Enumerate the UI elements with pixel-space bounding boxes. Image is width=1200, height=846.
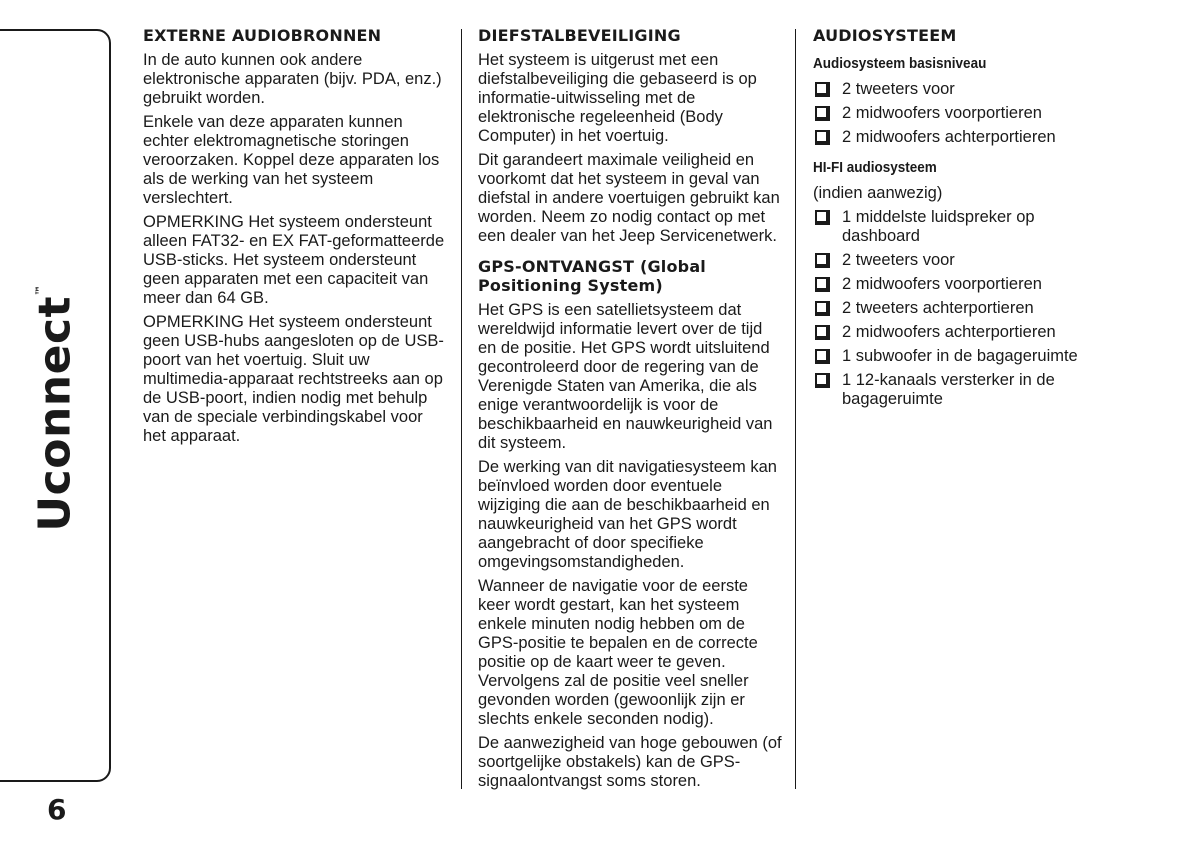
paragraph: De aanwezigheid van hoge gebouwen (of soortgelijke obstakels) kan de GPS-signaalontvangst soms storen. (478, 734, 782, 790)
section-heading: GPS-ONTVANGST (Global Positioning System) (478, 257, 706, 295)
page-number: 6 (47, 793, 67, 826)
column-divider (795, 29, 796, 789)
list-item: 2 midwoofers achterportieren (813, 128, 1089, 147)
checkbox-bullet-icon (815, 373, 830, 388)
checkbox-bullet-icon (815, 253, 830, 268)
checkbox-bullet-icon (815, 106, 830, 121)
checkbox-bullet-icon (815, 277, 830, 292)
speaker-list-basic (813, 80, 1089, 147)
subheading: Audiosysteem basisniveau (813, 55, 987, 72)
section-heading: AUDIOSYSTEEM (813, 26, 957, 45)
checkbox-bullet-icon (815, 301, 830, 316)
checkbox-bullet-icon (815, 130, 830, 145)
column-external-audio (143, 26, 449, 451)
list-item: 2 midwoofers voorportieren (813, 104, 1089, 123)
speaker-list-hifi (813, 208, 1089, 409)
paragraph: Het systeem is uitgerust met een diefstalbeveiliging die gebaseerd is op informatie-uitwisseling met de elektronische regeleenheid (Body Computer) in het voertuig. (478, 51, 757, 145)
section-heading: DIEFSTALBEVEILIGING (478, 26, 681, 45)
column-audio-system (813, 26, 1089, 414)
paragraph: De werking van dit navigatiesysteem kan beïnvloed worden door eventuele wijziging die aan de beschikbaarheid en nauwkeurigheid van het GPS wordt aangebracht of door specifieke omgevingsomstandigheden. (478, 458, 777, 571)
checkbox-bullet-icon (815, 325, 830, 340)
subheading: HI-FI audiosysteem (813, 159, 937, 176)
paragraph: OPMERKING Het systeem ondersteunt alleen FAT32- en EX FAT-geformatteerde USB-sticks. Het systeem ondersteunt geen apparaten met een capaciteit van meer dan 64 GB. (143, 213, 445, 307)
list-item: 2 tweeters voor (813, 80, 1089, 99)
paragraph: Het GPS is een satellietsysteem dat wereldwijd informatie levert over de tijd en de positie. Het GPS wordt uitsluitend gecontroleerd door de regering van de Verenigde Staten van Amerika, die als enige verantwoordelijk is voor de beschikbaarheid en nauwkeurigheid van dit systeem. (478, 301, 773, 452)
list-item: 2 midwoofers achterportieren (813, 323, 1089, 342)
paragraph: Enkele van deze apparaten kunnen echter elektromagnetische storingen veroorzaken. Koppel deze apparaten los als de werking van het systeem verslechtert. (143, 113, 440, 207)
paragraph: OPMERKING Het systeem ondersteunt geen USB-hubs aangesloten op de USB-poort van het voertuig. Sluit uw multimedia-apparaat rechtstreeks aan op de USB-poort, indien nodig met behulp van de speciale verbindingskabel voor het apparaat. (143, 313, 444, 445)
list-item: 2 midwoofers voorportieren (813, 275, 1089, 294)
note: (indien aanwezig) (813, 184, 943, 202)
list-item: 1 subwoofer in de bagageruimte (813, 347, 1089, 366)
checkbox-bullet-icon (815, 349, 830, 364)
list-item: 2 tweeters voor (813, 251, 1089, 270)
list-item: 2 tweeters achterportieren (813, 299, 1089, 318)
column-anti-theft-gps (478, 26, 783, 796)
section-heading: EXTERNE AUDIOBRONNEN (143, 26, 382, 45)
trademark-mark: ™ (33, 284, 47, 296)
paragraph: In de auto kunnen ook andere elektronische apparaten (bijv. PDA, enz.) gebruikt worden. (143, 51, 442, 107)
column-divider (461, 29, 462, 789)
list-item: 1 12-kanaals versterker in de bagageruimte (813, 371, 1089, 409)
checkbox-bullet-icon (815, 210, 830, 225)
paragraph: Wanneer de navigatie voor de eerste keer wordt gestart, kan het systeem enkele minuten nodig hebben om de GPS-positie te bepalen en de correcte positie op de kaart weer te geven. Vervolgens zal de positie veel sneller gevonden worden (gewoonlijk zijn er slechts enkele seconden nodig). (478, 577, 758, 728)
list-item: 1 middelste luidspreker op dashboard (813, 208, 1089, 246)
checkbox-bullet-icon (815, 82, 830, 97)
paragraph: Dit garandeert maximale veiligheid en voorkomt dat het systeem in geval van diefstal in andere voertuigen gebruikt kan worden. Neem zo nodig contact op met een dealer van het Jeep Servicenetwerk. (478, 151, 780, 245)
chapter-tab-label: Uconnect™ (29, 284, 81, 532)
